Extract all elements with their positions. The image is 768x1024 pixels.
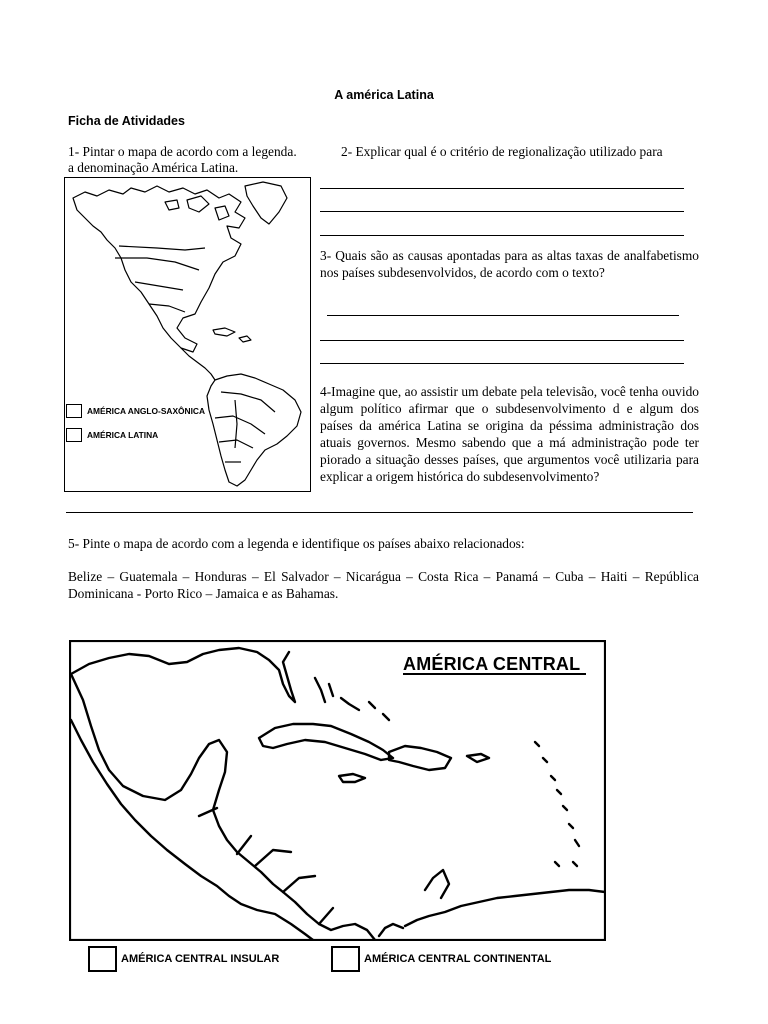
central-america-map[interactable]: [69, 640, 606, 941]
answer-line-q2-1[interactable]: [320, 188, 684, 189]
central-america-map-title: AMÉRICA CENTRAL: [403, 654, 581, 674]
question-2-text: 2- Explicar qual é o critério de regionalização utilizado para: [341, 144, 663, 159]
answer-line-q3-3[interactable]: [320, 363, 684, 364]
legend-checkbox-central-insular[interactable]: [88, 946, 117, 972]
question-5-country-list: Belize – Guatemala – Honduras – El Salvador – Nicarágua – Costa Rica – Panamá – Cuba – Haiti – República Dominicana - Porto Rico – Jamaica e as Bahamas.: [68, 569, 699, 601]
answer-line-q3-2[interactable]: [320, 340, 684, 341]
question-1-line-2: a denominação América Latina.: [68, 160, 239, 175]
answer-line-q2-3[interactable]: [320, 235, 684, 236]
question-5-text: 5- Pinte o mapa de acordo com a legenda e identifique os países abaixo relacionados:: [68, 536, 525, 551]
answer-line-q2-2[interactable]: [320, 211, 684, 212]
legend-label-central-insular: AMÉRICA CENTRAL INSULAR: [121, 953, 280, 965]
legend-label-anglo-saxonica: AMÉRICA ANGLO-SAXÔNICA: [87, 406, 206, 416]
central-america-map-outline: [69, 640, 606, 941]
question-4-text: 4-Imagine que, ao assistir um debate pela televisão, você tenha ouvido algum político afirmar que o subdesenvolvimento d e algum dos países da américa Latina se origina da péssima administração dos atuais governos. Mesmo sabendo que a má administração pode ter piorado a situação desses países, que argumentos você utilizaria para explicar a origem histórica do subdesenvolvimento?: [320, 384, 699, 484]
answer-line-q3-1[interactable]: [327, 315, 679, 316]
page-title: A américa Latina: [334, 88, 434, 102]
legend-checkbox-america-latina[interactable]: [66, 428, 82, 442]
question-3-text: 3- Quais são as causas apontadas para as altas taxas de analfabetismo nos países subdesenvolvidos, de acordo com o texto?: [320, 248, 699, 280]
legend-checkbox-central-continental[interactable]: [331, 946, 360, 972]
americas-map-outline: [65, 178, 310, 491]
legend-label-central-continental: AMÉRICA CENTRAL CONTINENTAL: [364, 953, 552, 965]
worksheet-subtitle: Ficha de Atividades: [68, 114, 185, 128]
answer-line-q4[interactable]: [66, 512, 693, 513]
americas-map[interactable]: [64, 177, 311, 492]
central-america-map-title-underline: [403, 673, 586, 675]
legend-checkbox-anglo-saxonica[interactable]: [66, 404, 82, 418]
legend-label-america-latina: AMÉRICA LATINA: [87, 430, 159, 440]
question-1-line-1: 1- Pintar o mapa de acordo com a legenda.: [68, 144, 297, 159]
